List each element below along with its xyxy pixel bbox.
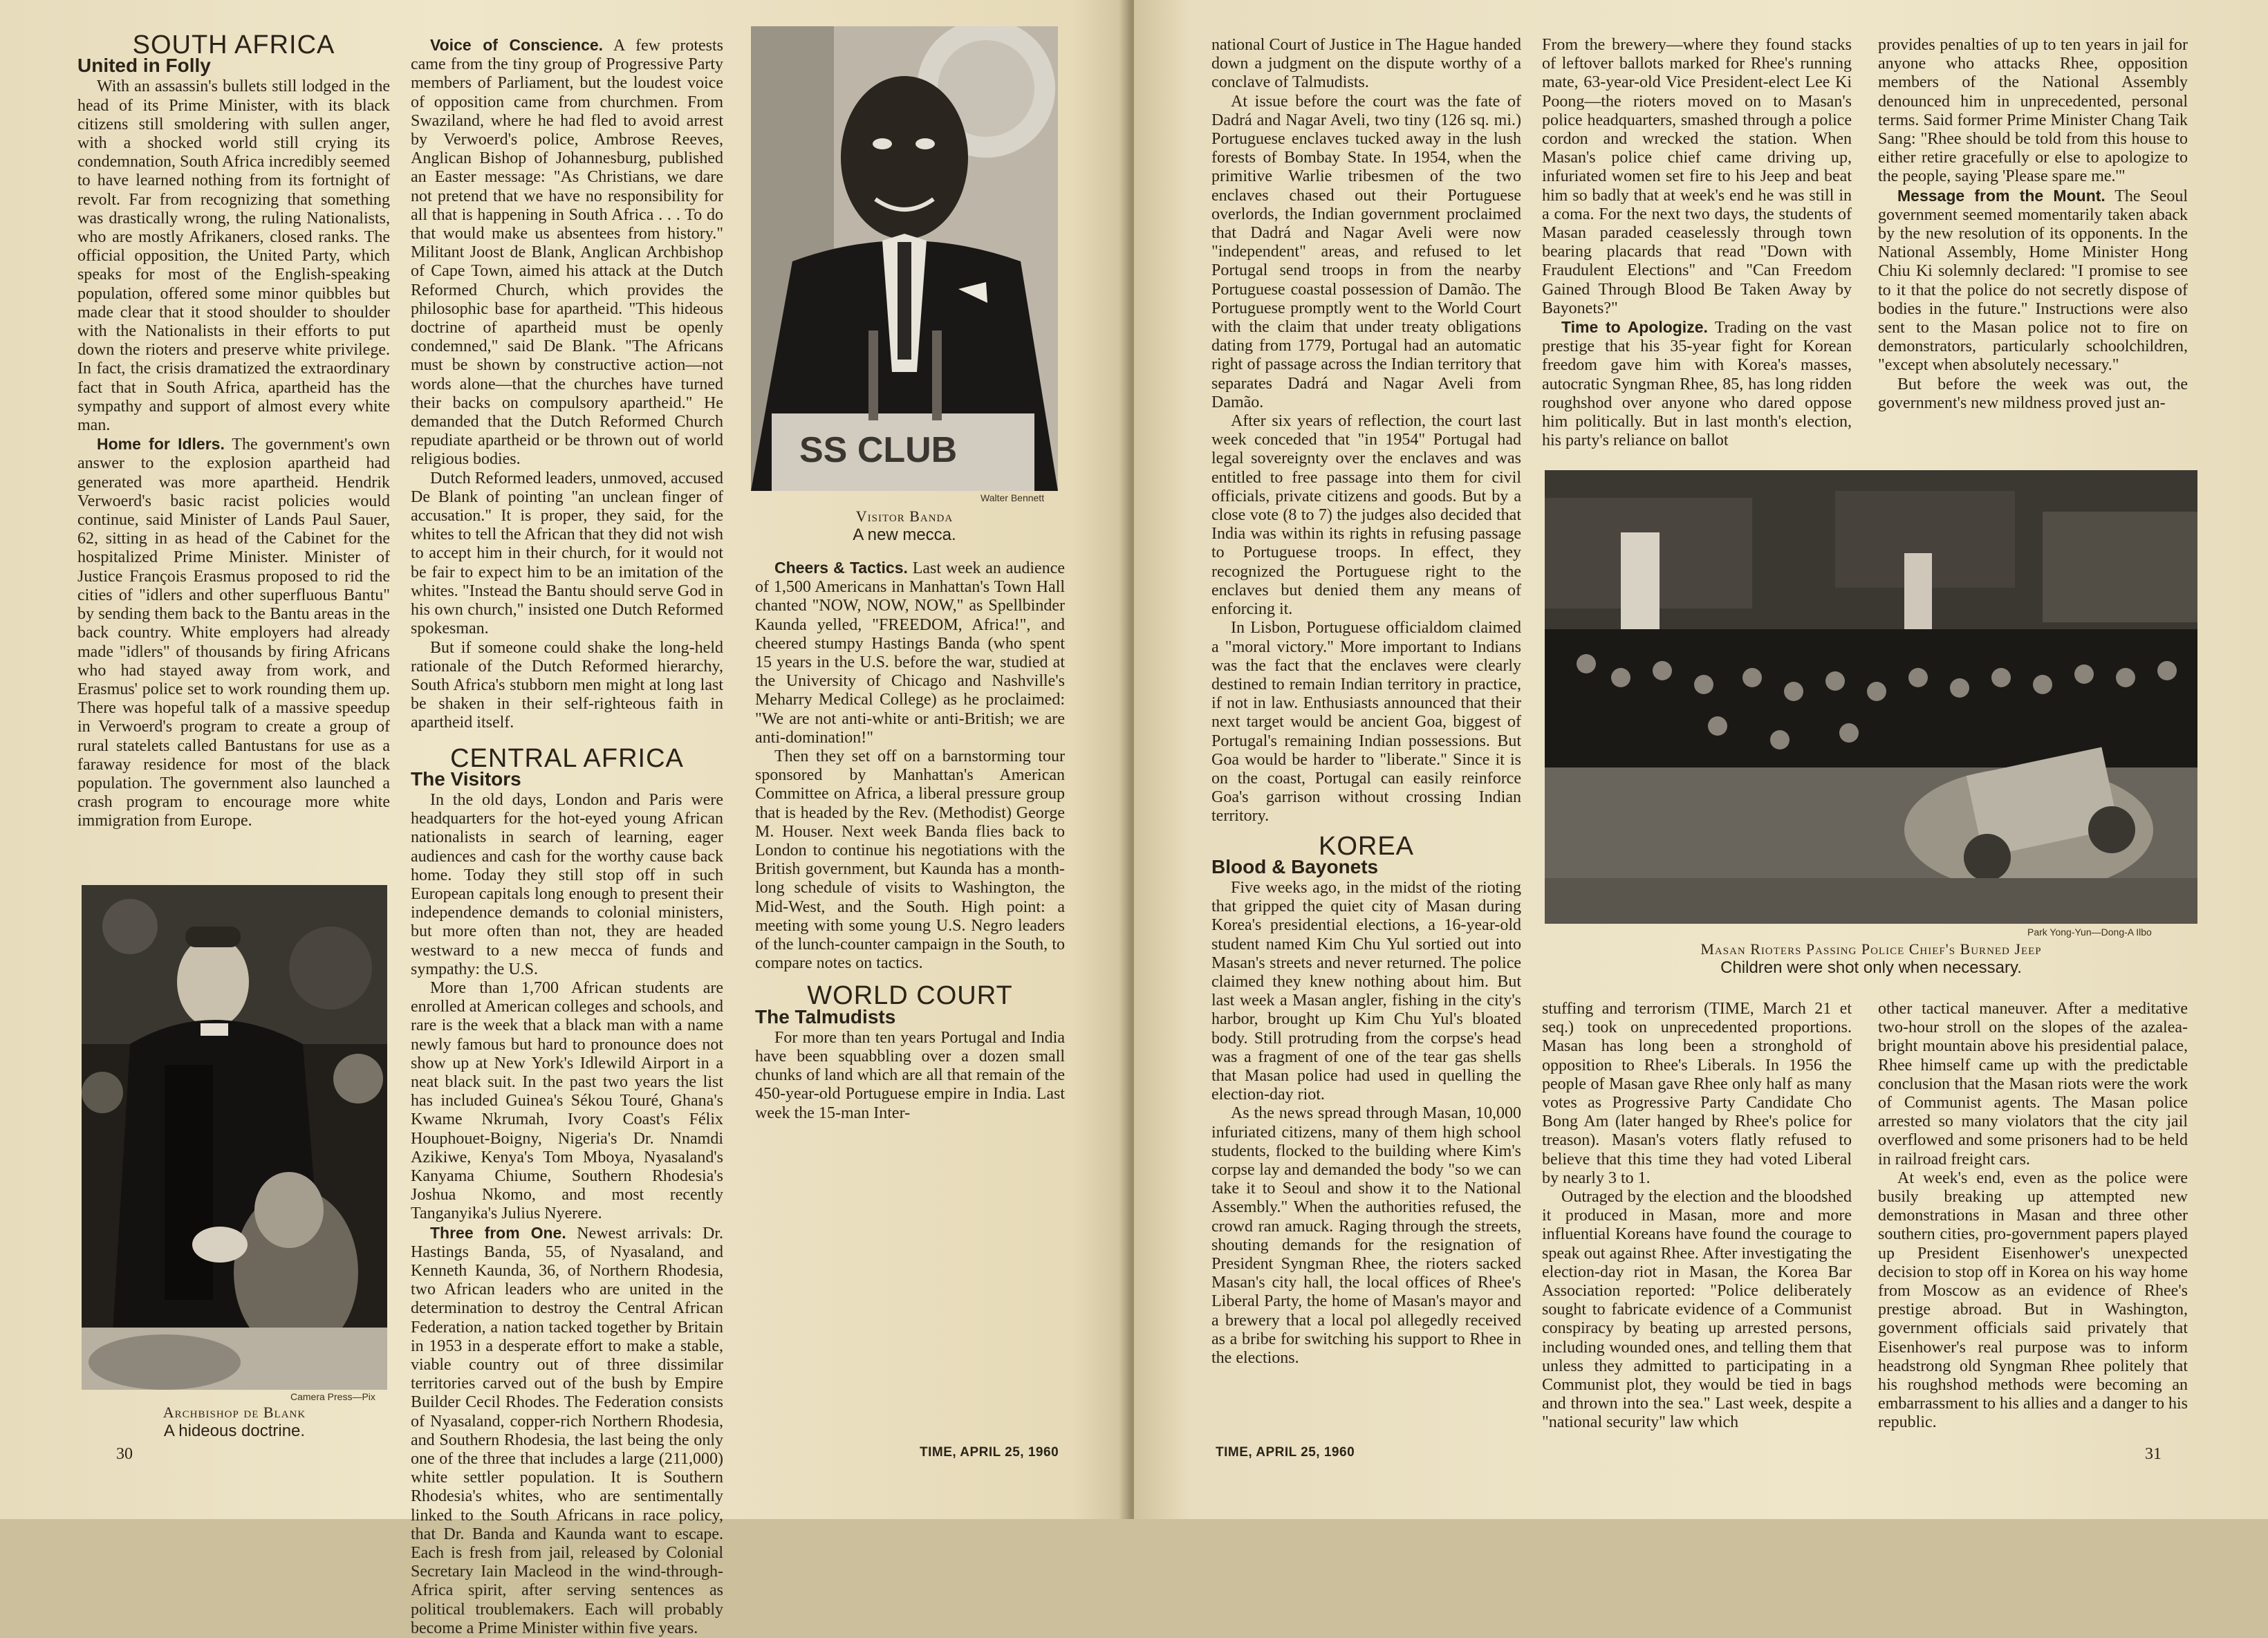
section-title-central-africa: CENTRAL AFRICA [450, 743, 684, 773]
run-in-head: Cheers & Tactics. [774, 559, 908, 577]
article-paragraph: From the brewery—where they found stacks of leftover ballots marked for Rhee's running mate, 63-year-old Vice President-elect Lee Ki Poong—the rioters moved on to Masan's police headquarters, smashed through a police cordon and wrecked the station. When Masan's police chief came driving up, infuriated women set fire to his Jeep and beat him so badly that at week's end he was still in a coma. For the next two days, the students of Masan paraded ceaselessly through town bearing placards that read "Down with Fraudulent Elections" and "Can Freedom Gained Through Blood Be Taken Away by Bayonets?" [1542, 36, 1852, 317]
world-court-column-cont [1211, 36, 1521, 1368]
article-paragraph: provides penalties of up to ten years in jail for anyone who attacks Rhee, opposition members of the National Assembly denounced him in unprecedented, personal terms. Said former Prime Minister Chang Taik Sang: "Rhee should be told from this house to either retire gracefully or else to apologize to the people, saying 'Please spare me.'" [1878, 36, 2188, 186]
paragraph-text: Newest arrivals: Dr. Hastings Banda, 55, of Nyasaland, and Kenneth Kaunda, 36, of Northern Rhodesia, two African leaders who are united in the determination to destroy the Central African Federation, a nation tacked together by Britain in 1953 in a desperate effort to make a stable, viable country out of three dissimilar territories carved out of the bush by Empire Builder Cecil Rhodes. The Federation consists of Nyasaland, copper-rich Northern Rhodesia, and Southern Rhodesia, the last being the only one of the three that includes a large (211,000) white settler population. It is Southern Rhodesia's whites, who are sentimentally linked to the South Africans in race policy, that Dr. Banda and Kaunda want to escape. Each is fresh from jail, released by Colonial Secretary Iain Macleod in the wind-through-Africa spirit, after serving sentences as political troublemakers. Each will probably become a Prime Minister within five years. [411, 1224, 723, 1637]
article-paragraph: At issue before the court was the fate of Dadrá and Nagar Aveli, two tiny (126 sq. mi.) Portuguese enclaves tucked away in the lush forests of Bombay State. In 1954, when the primitive Warlie tribesmen of the two enclaves chased out their Portuguese overlords, the Indian government proclaimed that Dadrá and Nagar Aveli were now "independent" areas, and refused to let Portugal send troops in from the nearby Portuguese coastal possession of Damão. The Portuguese promptly went to the World Court with the claim that under treaty obligations dating from 1779, Portugal had an automatic right of passage across the Indian territory that separates Dadrá and Nagar Aveli from Damão. [1211, 92, 1521, 411]
article-paragraph: Outraged by the election and the bloodshed it produced in Masan, more and more influential Koreans have found the courage to speak out against Rhee. After investigating the election-day riot in Masan, the Korea Bar Association reported: "Police deliberately sought to fabricate evidence of a Communist conspiracy by beating up arrested persons, including wounded ones, and telling them that unless they admitted to participating in a Communist plot, they would be tied in bags and thrown into the sea." Last week, despite a "national security" law which [1542, 1188, 1852, 1432]
section-subtitle: The Visitors [411, 767, 521, 790]
article-paragraph [1542, 318, 1852, 450]
article-paragraph: Then they set off on a barnstorming tour sponsored by Manhattan's American Committee on Africa, a liberal pressure group that is headed by the Rev. (Methodist) George M. Houser. Next week Banda flies back to London to continue his negotiations with the British government, but Kaunda has a month-long schedule of visits to Washington, the Mid-West, and the South. High point: a meeting with some young U.S. Negro leaders of the lunch-counter campaign in the South, to compare notes on tactics. [755, 747, 1065, 973]
article-paragraph [755, 559, 1065, 747]
footer-dateline-left: TIME, APRIL 25, 1960 [920, 1445, 1059, 1460]
run-in-head: Time to Apologize. [1561, 318, 1708, 337]
photo-credit-de-blank: Camera Press—Pix [290, 1391, 375, 1402]
korea-column-3-bottom [1878, 1000, 2188, 1433]
article-paragraph [411, 1224, 723, 1638]
page-number-left: 30 [116, 1445, 133, 1463]
banda-photo-image [751, 26, 1058, 491]
section-title-korea: KOREA [1318, 831, 1415, 861]
caption-text: A new mecca. [853, 525, 956, 544]
caption-name: Visitor Banda [855, 508, 954, 525]
section-subtitle: The Talmudists [755, 1005, 896, 1027]
article-paragraph: But if someone could shake the long-held rationale of the Dutch Reformed hierarchy, South Africa's stubborn men might at long last be shaken in their self-righteous faith in apartheid itself. [411, 638, 723, 732]
article-paragraph [411, 36, 723, 469]
article-paragraph: Dutch Reformed leaders, unmoved, accused De Blank of pointing "an unclean finger of accusation." It is proper, they said, for the whites to tell the African that they did not wish to accept him in their church, for it would not be fair to expect him to be an imitation of the whites. "Instead the Bantu should serve God in his own church," insisted one Dutch Reformed spokesman. [411, 469, 723, 638]
section-subtitle: United in Folly [77, 55, 211, 77]
run-in-head: Message from the Mount. [1897, 186, 2106, 205]
article-paragraph: At week's end, even as the police were busily breaking up attempted new demonstrations in Masan and three other southern cities, pro-government papers played up President Eisenhower's unexpected decision to stop off in Korea on his way home from Moscow as an evidence of Rhee's prestige abroad. But in Washington, government officials said privately that Eisenhower's real purpose was to inform headstrong old Syngman Rhee politely that his roughshod methods were becoming an embarrassment to his allies and a danger to his republic. [1878, 1169, 2188, 1432]
page-number-right: 31 [2145, 1445, 2162, 1463]
article-paragraph: As the news spread through Masan, 10,000 infuriated citizens, many of them high school students, flocked to the building where Kim's corpse lay and demanded the body "so we can take it to Seoul and show it to the National Assembly." When the authorities refused, the crowd ran amuck. Raging through the streets, shouting demands for the resignation of President Syngman Rhee, the rioters sacked Masan's city hall, the local offices of Rhee's Liberal Party, the home of Masan's mayor and a brewery that a local pol allegedly received as a bribe for switching his support to Rhee in the elections. [1211, 1104, 1521, 1368]
article-paragraph [1878, 187, 2188, 375]
left-page [0, 0, 1128, 1637]
article-paragraph: In Lisbon, Portuguese officialdom claimed a "moral victory." More important to Indians was the fact that the enclaves were clearly destined to remain Indian territory in practice, if not in law. Enthusiasts announced that their next target would be ancient Goa, biggest of Portugal's remaining Indian possessions. But Goa would be harder to "liberate." Since it is on the coast, Portugal can easily reinforce Goa's garrison without crossing Indian territory. [1211, 619, 1521, 826]
paragraph-text: Trading on the vast prestige that his 35-year fight for Korean freedom gave him with Korea's masses, autocratic Syngman Rhee, 85, has long ridden roughshod over anyone who dared oppose him politically. But in last month's election, his party's reliance on ballot [1542, 319, 1852, 450]
masan-photo-image [1545, 470, 2197, 924]
sign-text: SS CLUB [799, 430, 958, 470]
caption-text: A hideous doctrine. [163, 1422, 306, 1440]
article-paragraph: After six years of reflection, the court last week conceded that "in 1954" Portugal had legal sovereignty over the enclaves and was entitled to free passage into them for civil officials, private citizens and goods. But by a close vote (8 to 7) the judges also decided that India was within its rights in refusing passage to Portuguese troops. In effect, they recognized the Portuguese right to the enclaves but denied them any means of enforcing it. [1211, 412, 1521, 619]
footer-dateline-right: TIME, APRIL 25, 1960 [1216, 1445, 1355, 1460]
article-paragraph: For more than ten years Portugal and India have been squabbling over a dozen small chunks of land which are all that remain of the 450-year-old Portuguese empire in India. Last week the 15-man Inter- [755, 1028, 1065, 1122]
korea-column-2-bottom [1542, 1000, 1852, 1433]
section-title-world-court: WORLD COURT [807, 981, 1013, 1011]
caption-de-blank [82, 1404, 387, 1441]
photo-masan-rioters [1545, 470, 2197, 924]
caption-text: Children were shot only when necessary. [1720, 958, 2022, 977]
voice-conscience-column [411, 36, 723, 1638]
paragraph-text: The government's own answer to the explosion apartheid had generated was more apartheid. Hendrik Verwoerd's basic racist policies would continue, said Minister of Lands Paul Sauer, 62, sitting in as head of the Cabinet for the hospitalized Prime Minister. Minister of Justice François Erasmus proposed to rid the cities of "idlers and other superfluous Bantu" by sending them back to the Bantu areas in the back country. White employers had already made "idlers" of thousands by firing Africans who had stayed away from work, and Erasmus' police set to work rounding them up. There was hopeful talk of a massive speedup in Verwoerd's program to create a group of rural statelets called Bantustans for use as a faraway residence for most of the black population. The government also launched a crash program to encourage more white immigration from Europe. [77, 436, 390, 830]
article-paragraph: stuffing and terrorism (TIME, March 21 et seq.) took on unprecedented proportions. Masan has long been a stronghold of opposition to Rhee's Liberals. In 1956 the people of Masan gave Rhee only half as many votes as Progressive Party Candidate Cho Bong Am (later hanged by Rhee's police for treason). Masan's voters flatly refused to believe that this time they had voted Liberal by nearly 3 to 1. [1542, 1000, 1852, 1187]
korea-column-2-top [1542, 36, 1852, 450]
article-paragraph: Five weeks ago, in the midst of the rioting that gripped the quiet city of Masan during Korea's presidential elections, a 16-year-old student named Kim Chu Yul sortied out into Masan's streets and never returned. The police claimed they knew nothing about him. But last week a Masan angler, fishing in the city's harbor, brought up Kim Chu Yul's bloated body. Still protruding from the corpse's head was a fragment of one of the tear gas shells that Masan police had used in quelling the election-day riot. [1211, 878, 1521, 1104]
right-page [1134, 0, 2268, 1519]
caption-banda [751, 508, 1058, 545]
caption-masan [1545, 940, 2197, 978]
korea-column-3-top [1878, 36, 2188, 413]
article-paragraph: other tactical maneuver. After a meditative two-hour stroll on the slopes of the azalea-bright mountain above his presidential palace, Rhee himself came up with the predictable conclusion that the Masan riots were the work of Communist agents. The Masan police arrested so many violators that the city jail overflowed and some prisoners had to be held in railroad freight cars. [1878, 1000, 2188, 1169]
article-paragraph: But before the week was out, the government's new mildness proved just an- [1878, 375, 2188, 412]
paragraph-text: Last week an audience of 1,500 Americans in Manhattan's Town Hall chanted "NOW, NOW, NOW," as Spellbinder Kaunda yelled, "FREEDOM, Africa!", and cheered stumpy Hastings Banda (who spent 15 years in the U.S. before the war, studied at the University of Chicago and Nashville's Meharry Medical College) as he proclaimed: "We are not anti-white or anti-British; we are anti-domination!" [755, 559, 1065, 747]
section-title-south-africa: SOUTH AFRICA [132, 30, 335, 59]
photo-visitor-banda [751, 26, 1058, 491]
article-paragraph: With an assassin's bullets still lodged in the head of its Prime Minister, with its black citizens still smoldering with sullen anger, with a shocked world still crying its condemnation, South Africa incredibly seemed to have learned nothing from its fortnight of revolt. Far from recognizing that something was drastically wrong, the ruling Nationalists, who are mostly Afrikaners, closed ranks. The official opposition, the United Party, which speaks for most of the English-speaking population, offered some minor quibbles but made clear that it stood shoulder to shoulder with the Nationalists in their efforts to put down the rioters and preserve white privilege. In fact, the crisis dramatized the extraordinary fact that in South Africa, apartheid has the sympathy and support of almost every white man. [77, 77, 390, 435]
south-africa-column [77, 30, 390, 831]
archbishop-photo-image [82, 885, 387, 1390]
paragraph-text: A few protests came from the tiny group of Progressive Party members of Parliament, but the loudest voice of opposition came from churchmen. From Swaziland, where he had fled to avoid arrest by Verwoerd's police, Ambrose Reeves, Anglican Bishop of Johannesburg, published an Easter message: "As Christians, we dare not pretend that we have no responsibility for all that is happening in South Africa . . . To do that would make us absentees from history." Militant Joost de Blank, Anglican Archbishop of Cape Town, aimed his attack at the Dutch Reformed Church, which provides the philosophic base for apartheid. "This hideous doctrine of apartheid must be openly condemned," said De Blank. "The Africans must be shown by constructive action—not words alone—that the churches have turned their backs on compulsory apartheid." He demanded that the Dutch Reformed Church repudiate apartheid or be thrown out of world religious bodies. [411, 37, 724, 469]
article-paragraph: In the old days, London and Paris were headquarters for the hot-eyed young African nationalists in search of learning, eager audiences and cash for the worthy cause back home. Today they still stop off in such European capitals long enough to present their independence demands to colonial ministers, but more often than not, they are headed westward to a new mecca of funds and sympathy: the U.S. [411, 790, 723, 978]
run-in-head: Voice of Conscience. [430, 36, 604, 54]
photo-credit-masan: Park Yong-Yun—Dong-A Ilbo [2027, 927, 2152, 938]
section-subtitle: Blood & Bayonets [1211, 855, 1379, 877]
central-africa-column-cont [755, 559, 1065, 1123]
run-in-head: Home for Idlers. [97, 435, 225, 454]
photo-credit-banda: Walter Bennett [980, 492, 1045, 503]
article-paragraph: national Court of Justice in The Hague handed down a judgment on the dispute worthy of a conclave of Talmudists. [1211, 36, 1521, 92]
article-paragraph [77, 435, 390, 830]
paragraph-text: The Seoul government seemed momentarily taken aback by the new resolution of its opponents. In the National Assembly, Home Minister Hong Chiu Ki solemnly declared: "I promise to see to it that the police do not secretly dispose of bodies in the future." Instructions were also sent to the Masan police not to fire on demonstrators, particularly schoolchildren, "except when absolutely necessary." [1878, 187, 2188, 375]
run-in-head: Three from One. [430, 1223, 566, 1242]
photo-archbishop-de-blank [82, 885, 387, 1390]
caption-name: Archbishop de Blank [162, 1404, 306, 1421]
article-paragraph: More than 1,700 African students are enrolled at American colleges and schools, and rare is the week that a black man with a name newly famous but hard to pronounce does not show up at New York's Idlewild Airport in a neat black suit. In the past two years the list has included Guinea's Sékou Touré, Ghana's Kwame Nkrumah, Ivory Coast's Félix Houphouet-Boigny, Nigeria's Dr. Nnamdi Azikiwe, Kenya's Tom Mboya, Nyasaland's Kanyama Chiume, Southern Rhodesia's Joshua Nkomo, and most recently Tanganyika's Julius Nyerere. [411, 978, 723, 1223]
caption-name: Masan Rioters Passing Police Chief's Burned Jeep [1700, 940, 2042, 958]
